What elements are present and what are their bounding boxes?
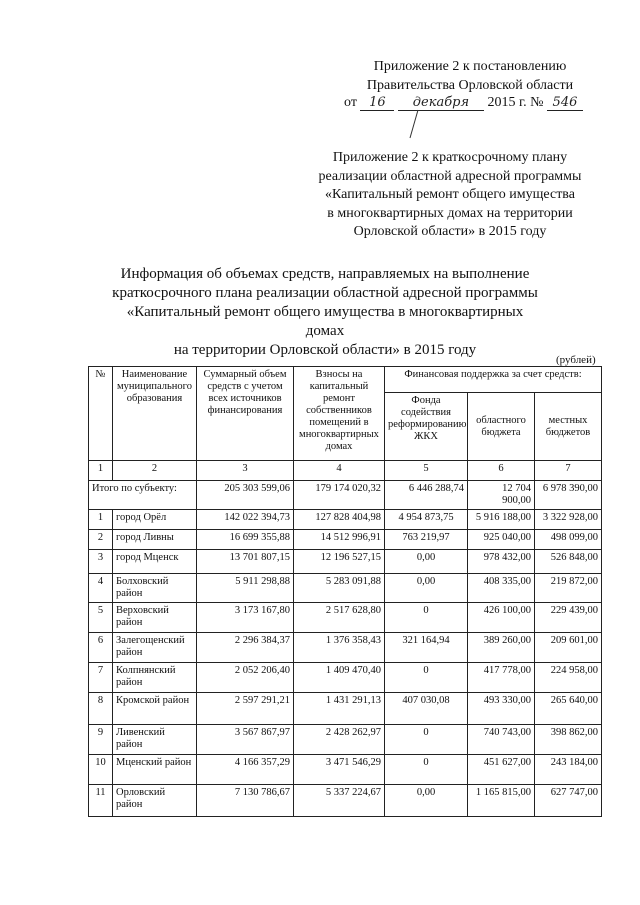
col-number: 7: [535, 461, 602, 481]
row-num: 9: [89, 725, 113, 755]
row-total: 3 567 867,97: [197, 725, 294, 755]
row-name: Кромской район: [113, 693, 197, 725]
table-row: [89, 785, 602, 817]
total-local: 6 978 390,00: [535, 481, 602, 510]
row-num: 5: [89, 603, 113, 633]
row-regional: 408 335,00: [468, 574, 535, 603]
appendix-header: [340, 57, 600, 95]
row-fund: 0,00: [385, 574, 468, 603]
row-num: 3: [89, 550, 113, 574]
row-owners: 12 196 527,15: [294, 550, 385, 574]
col-number: 6: [468, 461, 535, 481]
row-local: 3 322 928,00: [535, 510, 602, 530]
table-row: [89, 603, 602, 633]
row-num: 2: [89, 530, 113, 550]
row-local: 627 747,00: [535, 785, 602, 817]
col-number: 3: [197, 461, 294, 481]
row-total: 7 130 786,67: [197, 785, 294, 817]
row-fund: 0: [385, 663, 468, 693]
row-owners: 2 517 628,80: [294, 603, 385, 633]
header-support: Финансовая поддержка за счет средств:: [385, 367, 602, 393]
unit-label: (рублей): [556, 354, 596, 366]
row-name: Ливенский район: [113, 725, 197, 755]
row-regional: 925 040,00: [468, 530, 535, 550]
row-fund: 0: [385, 603, 468, 633]
row-local: 526 848,00: [535, 550, 602, 574]
header-total: Суммарный объем средств с учетом всех источников финансирования: [197, 367, 294, 461]
row-owners: 14 512 996,91: [294, 530, 385, 550]
row-name: Болховский район: [113, 574, 197, 603]
table-row: [89, 725, 602, 755]
total-fund: 6 446 288,74: [385, 481, 468, 510]
row-fund: 0: [385, 725, 468, 755]
row-name: Верховский район: [113, 603, 197, 633]
total-regional: 12 704 900,00: [468, 481, 535, 510]
row-name: город Мценск: [113, 550, 197, 574]
row-regional: 493 330,00: [468, 693, 535, 725]
row-local: 498 099,00: [535, 530, 602, 550]
handwritten-month: декабря: [398, 95, 484, 111]
appendix2-line-5: Орловской области» в 2015 году: [353, 224, 547, 239]
row-local: 243 184,00: [535, 755, 602, 785]
title-line-1: Информация об объемах средств, направляемых на выполнение: [120, 266, 530, 282]
row-owners: 1 431 291,13: [294, 693, 385, 725]
row-num: 6: [89, 633, 113, 663]
table-row: [89, 693, 602, 725]
row-fund: 0,00: [385, 550, 468, 574]
row-local: 219 872,00: [535, 574, 602, 603]
title-line-3: «Капитальный ремонт общего имущества в многоквартирных домах: [126, 304, 524, 339]
row-total: 2 597 291,21: [197, 693, 294, 725]
header-regional: областного бюджета: [468, 393, 535, 461]
row-owners: 5 283 091,88: [294, 574, 385, 603]
row-name: Залегощенский район: [113, 633, 197, 663]
row-total: 16 699 355,88: [197, 530, 294, 550]
row-fund: 321 164,94: [385, 633, 468, 663]
row-name: Колпнянский район: [113, 663, 197, 693]
row-owners: 5 337 224,67: [294, 785, 385, 817]
appendix2-line-3: «Капитальный ремонт общего имущества: [325, 187, 575, 202]
header-name: Наименование муниципального образования: [113, 367, 197, 461]
row-local: 229 439,00: [535, 603, 602, 633]
row-total: 3 173 167,80: [197, 603, 294, 633]
row-name: Орловский район: [113, 785, 197, 817]
col-number: 4: [294, 461, 385, 481]
row-local: 265 640,00: [535, 693, 602, 725]
appendix-line-2: Правительства Орловской области: [366, 78, 574, 93]
row-num: 8: [89, 693, 113, 725]
document-title: [110, 265, 540, 360]
header-num: №: [89, 367, 113, 461]
title-line-2: краткосрочного плана реализации областной адресной программы: [112, 285, 538, 301]
row-regional: 5 916 188,00: [468, 510, 535, 530]
row-regional: 740 743,00: [468, 725, 535, 755]
row-num: 11: [89, 785, 113, 817]
appendix2-line-1: Приложение 2 к краткосрочному плану: [332, 150, 568, 165]
total-owners: 179 174 020,32: [294, 481, 385, 510]
row-name: город Ливны: [113, 530, 197, 550]
row-regional: 978 432,00: [468, 550, 535, 574]
col-number: 5: [385, 461, 468, 481]
row-local: 398 862,00: [535, 725, 602, 755]
row-regional: 451 627,00: [468, 755, 535, 785]
appendix2-header: [300, 149, 600, 242]
row-num: 7: [89, 663, 113, 693]
table-row: [89, 550, 602, 574]
table-row: [89, 530, 602, 550]
row-regional: 389 260,00: [468, 633, 535, 663]
decree-date-line: [344, 95, 614, 111]
total-sum: 205 303 599,06: [197, 481, 294, 510]
table-row: [89, 633, 602, 663]
total-label: Итого по субъекту:: [89, 481, 197, 510]
funding-table: [88, 366, 602, 817]
row-fund: 4 954 873,75: [385, 510, 468, 530]
header-row-1: [89, 367, 602, 393]
row-num: 10: [89, 755, 113, 785]
table-row: [89, 663, 602, 693]
title-line-4: на территории Орловской области» в 2015 году: [173, 342, 477, 358]
row-total: 4 166 357,29: [197, 755, 294, 785]
row-total: 13 701 807,15: [197, 550, 294, 574]
table-row: [89, 510, 602, 530]
handwritten-day: 16: [360, 95, 394, 111]
row-fund: 407 030,08: [385, 693, 468, 725]
row-regional: 426 100,00: [468, 603, 535, 633]
row-local: 224 958,00: [535, 663, 602, 693]
handwritten-number: 546: [547, 95, 583, 111]
row-name: город Орёл: [113, 510, 197, 530]
row-owners: 127 828 404,98: [294, 510, 385, 530]
row-num: 4: [89, 574, 113, 603]
header-owners: Взносы на капитальный ремонт собственников помещений в многоквартирных домах: [294, 367, 385, 461]
table-row: [89, 755, 602, 785]
appendix2-line-4: в многоквартирных домах на территории: [327, 205, 573, 221]
row-owners: 3 471 546,29: [294, 755, 385, 785]
row-total: 142 022 394,73: [197, 510, 294, 530]
header-local: местных бюджетов: [535, 393, 602, 461]
row-total: 2 052 206,40: [197, 663, 294, 693]
date-year: 2015 г. №: [487, 95, 544, 110]
row-fund: 0,00: [385, 785, 468, 817]
header-fund: Фонда содействия реформированию ЖКХ: [385, 393, 468, 461]
row-fund: 763 219,97: [385, 530, 468, 550]
row-total: 5 911 298,88: [197, 574, 294, 603]
row-owners: 2 428 262,97: [294, 725, 385, 755]
row-regional: 1 165 815,00: [468, 785, 535, 817]
appendix2-line-2: реализации областной адресной программы: [318, 168, 582, 184]
row-total: 2 296 384,37: [197, 633, 294, 663]
row-owners: 1 409 470,40: [294, 663, 385, 693]
row-owners: 1 376 358,43: [294, 633, 385, 663]
signature-stroke: [398, 108, 438, 142]
row-regional: 417 778,00: [468, 663, 535, 693]
date-prefix: от: [344, 95, 357, 110]
col-number: 1: [89, 461, 113, 481]
col-number: 2: [113, 461, 197, 481]
row-local: 209 601,00: [535, 633, 602, 663]
table-row: [89, 574, 602, 603]
appendix-line-1: Приложение 2 к постановлению: [373, 59, 567, 74]
row-name: Мценский район: [113, 755, 197, 785]
total-row: [89, 481, 602, 510]
column-number-row: [89, 461, 602, 481]
row-fund: 0: [385, 755, 468, 785]
row-num: 1: [89, 510, 113, 530]
